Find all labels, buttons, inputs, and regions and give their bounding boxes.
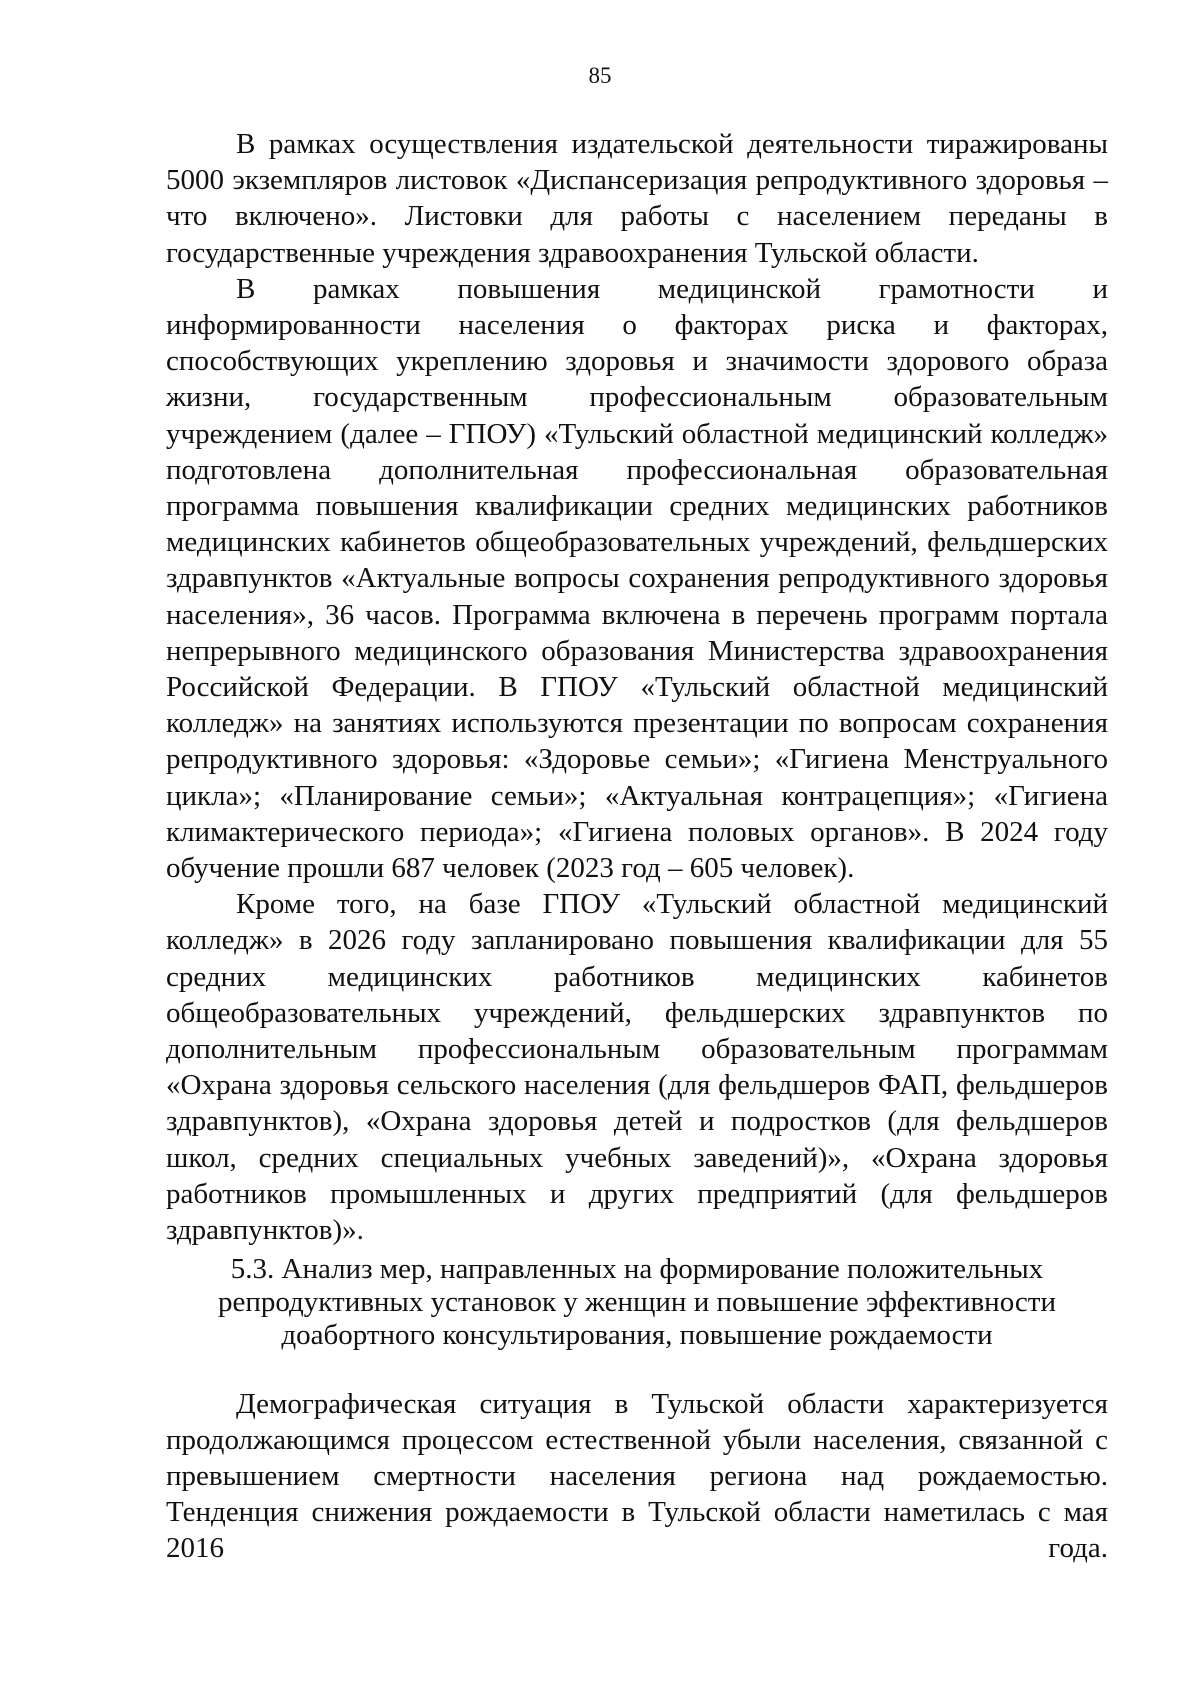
paragraph-planned-training: Кроме того, на базе ГПОУ «Тульский областной медицинский колледж» в 2026 году запланировано повышения квалификации для 55 средних медицинских работников медицинских кабинетов общеобразовательных учреждений, фельдшерских здравпунктов по дополнительным профессиональным образовательным программам «Охрана здоровья сельского населения (для фельдшеров ФАП, фельдшеров здравпунктов), «Охрана здоровья детей и подростков (для фельдшеров школ, средних специальных учебных заведений)», «Охрана здоровья работников промышленных и других предприятий (для фельдшеров здравпунктов)». (166, 888, 1108, 1247)
section-heading-line: доабортного консультирования, повышение рождаемости (281, 1319, 993, 1351)
paragraph-publishing: В рамках осуществления издательской деятельности тиражированы 5000 экземпляров листовок «Диспансеризация репродуктивного здоровья – что включено». Листовки для работы с населением переданы в государственные учреждения здравоохранения Тульской области. (166, 128, 1108, 269)
body-text (166, 126, 1108, 1248)
section-heading-line: репродуктивных установок у женщин и повышение эффективности (218, 1286, 1056, 1318)
section-body (166, 1386, 1108, 1566)
paragraph-demographics: Демографическая ситуация в Тульской области характеризуется продолжающимся процессом естественной убыли населения, связанной с превышением смертности населения региона над рождаемостью. Тенденция снижения рождаемости в Тульской области наметилась с мая 2016 года. (166, 1388, 1108, 1564)
paragraph-training-program: В рамках повышения медицинской грамотности и информированности населения о факторах риска и факторах, способствующих укреплению здоровья и значимости здорового образа жизни, государственным профессиональным образовательным учреждением (далее – ГПОУ) «Тульский областной медицинский колледж» подготовлена дополнительная профессиональная образовательная программа повышения квалификации средних медицинских работников медицинских кабинетов общеобразовательных учреждений, фельдшерских здравпунктов «Актуальные вопросы сохранения репродуктивного здоровья населения», 36 часов. Программа включена в перечень программ портала непрерывного медицинского образования Министерства здравоохранения Российской Федерации. В ГПОУ «Тульский областной медицинский колледж» на занятиях используются презентации по вопросам сохранения репродуктивного здоровья: «Здоровье семьи»; «Гигиена Менструального цикла»; «Планирование семьи»; «Актуальная контрацепция»; «Гигиена климактерического периода»; «Гигиена половых органов». В 2024 году обучение прошли 687 человек (2023 год – 605 человек). (166, 272, 1108, 885)
section-heading (166, 1253, 1108, 1352)
page-number: 85 (588, 63, 612, 88)
section-heading-line: 5.3. Анализ мер, направленных на формирование положительных (230, 1253, 1044, 1285)
